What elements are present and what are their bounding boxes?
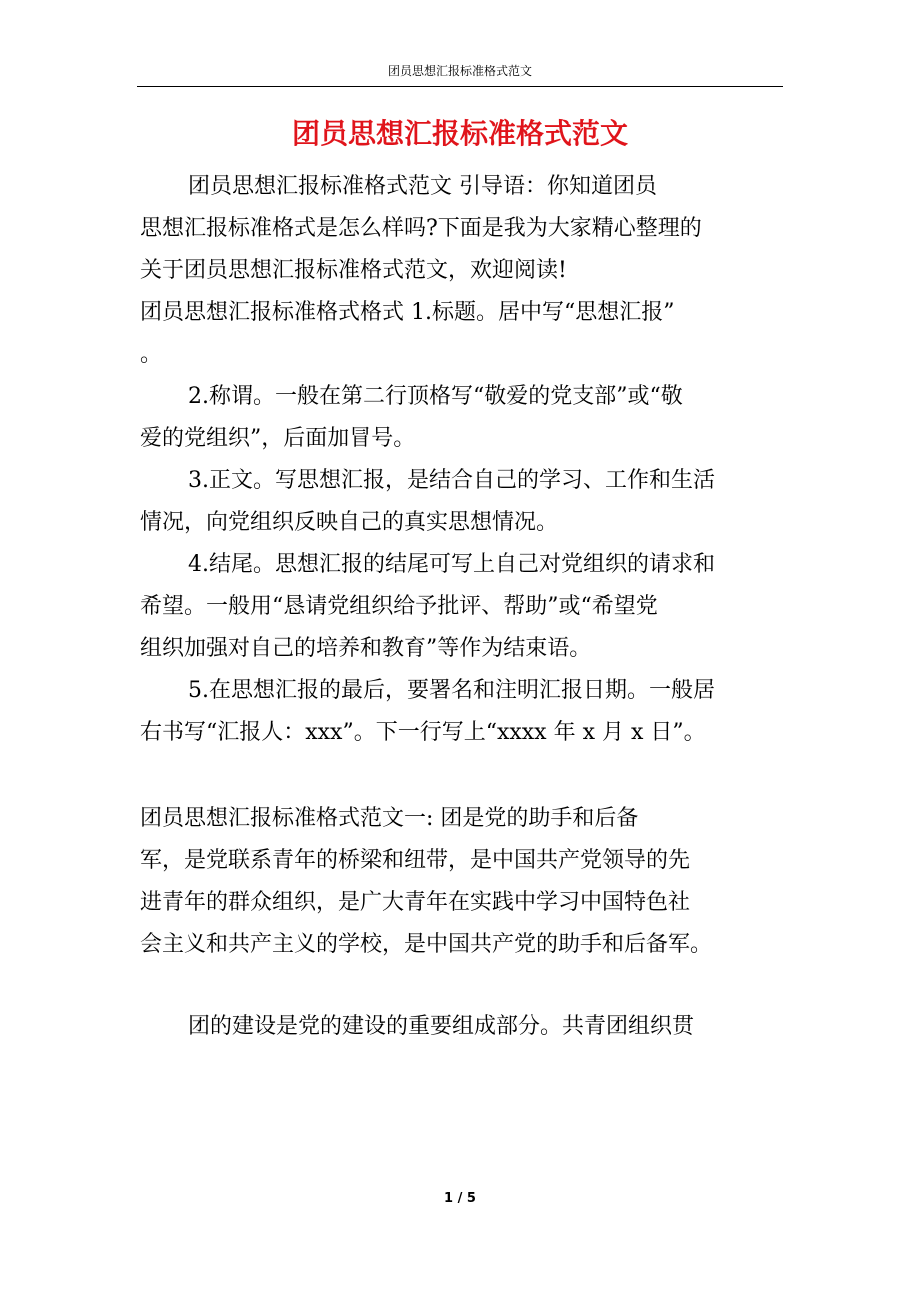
paragraph-line: 会主义和共产主义的学校，是中国共产党的助手和后备军。 — [140, 932, 713, 957]
paragraph-line: 4.结尾。思想汇报的结尾可写上自己对党组织的请求和 — [188, 552, 715, 577]
paragraph-line: 右书写“汇报人：xxx”。下一行写上“xxxx 年 x 月 x 日”。 — [140, 720, 706, 745]
header-divider — [137, 86, 783, 87]
paragraph-line: 3.正文。写思想汇报，是结合自己的学习、工作和生活 — [188, 468, 715, 493]
paragraph-spacer — [140, 754, 784, 798]
document-body — [140, 166, 784, 1048]
page-number: 1 / 5 — [444, 1191, 476, 1206]
paragraph-line: 团的建设是党的建设的重要组成部分。共青团组织贯 — [188, 1014, 695, 1039]
paragraph-line: 组织加强对自己的培养和教育”等作为结束语。 — [140, 636, 592, 661]
paragraph-line: 情况，向党组织反映自己的真实思想情况。 — [140, 510, 559, 535]
paragraph-line: 团员思想汇报标准格式格式 1.标题。居中写“思想汇报” — [140, 300, 675, 325]
document-title: 团员思想汇报标准格式范文 — [291, 117, 628, 150]
paragraph-line: 爱的党组织”，后面加冒号。 — [140, 426, 416, 451]
paragraph-line: 思想汇报标准格式是怎么样吗?下面是我为大家精心整理的 — [140, 216, 702, 241]
paragraph-line: 。 — [140, 342, 163, 367]
paragraph-line: 希望。一般用“恳请党组织给予批评、帮助”或“希望党 — [140, 594, 658, 619]
running-header: 团员思想汇报标准格式范文 — [387, 64, 532, 78]
paragraph-line: 团员思想汇报标准格式范文一: 团是党的助手和后备 — [140, 806, 639, 831]
paragraph-line: 5.在思想汇报的最后，要署名和注明汇报日期。一般居 — [188, 678, 715, 703]
paragraph-line: 关于团员思想汇报标准格式范文，欢迎阅读! — [140, 258, 567, 283]
paragraph-line: 进青年的群众组织，是广大青年在实践中学习中国特色社 — [140, 890, 691, 915]
paragraph-line: 2.称谓。一般在第二行顶格写“敬爱的党支部”或“敬 — [188, 384, 683, 409]
paragraph-line: 团员思想汇报标准格式范文 引导语：你知道团员 — [188, 174, 657, 199]
paragraph-spacer — [140, 966, 784, 1006]
paragraph-line: 军，是党联系青年的桥梁和纽带，是中国共产党领导的先 — [140, 848, 691, 873]
